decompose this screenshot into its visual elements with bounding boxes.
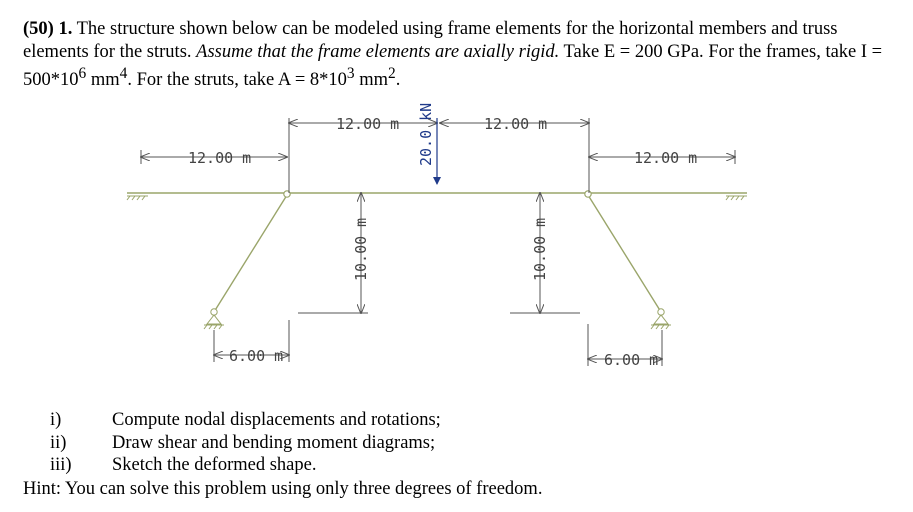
right-fixed-support bbox=[726, 196, 747, 200]
problem-area-prefix: For the struts, take A = 8*10 bbox=[136, 70, 347, 91]
dimension-right-span-label: 12.00 m bbox=[634, 149, 698, 167]
dimension-base-left-label: 6.00 m bbox=[229, 347, 284, 365]
right-beam-hinge bbox=[585, 191, 591, 197]
question-part-label: iii) bbox=[50, 455, 72, 475]
left-strut bbox=[214, 195, 287, 312]
question-part-text: Sketch the deformed shape. bbox=[112, 455, 317, 475]
problem-inertia-end: . bbox=[127, 70, 132, 91]
problem-inertia-exponent: 6 bbox=[78, 65, 87, 82]
problem-area-unit: mm bbox=[354, 70, 389, 91]
right-strut bbox=[588, 195, 661, 312]
problem-inertia-unit: mm bbox=[86, 70, 120, 91]
dimension-center-right-label: 12.00 m bbox=[484, 115, 548, 133]
hint-text: Hint: You can solve this problem using only three degrees of freedom. bbox=[23, 479, 543, 499]
load-label: 20.0 kN bbox=[417, 102, 435, 166]
dimension-height-left-label: 10.00 m bbox=[352, 217, 370, 281]
dimension-center-left-label: 12.00 m bbox=[336, 115, 400, 133]
dimension-left-span-label: 12.00 m bbox=[188, 149, 252, 167]
left-fixed-support bbox=[127, 196, 148, 200]
dimension-height-right-label: 10.00 m bbox=[531, 217, 549, 281]
problem-assumption: Assume that the frame elements are axially rigid. bbox=[196, 41, 560, 62]
question-part-text: Draw shear and bending moment diagrams; bbox=[112, 432, 436, 453]
question-part bbox=[50, 432, 441, 455]
problem-area-exponent: 3 bbox=[346, 65, 355, 82]
problem-sentence-1: The structure shown below can be modeled using frame elements for the horizontal members and truss elements for the struts. bbox=[23, 19, 838, 62]
problem-inertia-unit-exponent: 4 bbox=[119, 65, 128, 82]
question-part-label: ii) bbox=[50, 432, 67, 453]
question-part bbox=[50, 454, 441, 477]
problem-number: (50) 1. bbox=[23, 19, 73, 39]
left-pin-support bbox=[204, 309, 224, 329]
question-part bbox=[50, 409, 441, 432]
problem-inertia-prefix: For the frames, take I = 500*10 bbox=[23, 41, 883, 91]
question-parts bbox=[50, 409, 441, 477]
problem-modulus: Take E = 200 GPa. bbox=[563, 41, 704, 62]
problem-area-end: . bbox=[395, 70, 401, 91]
problem-area-unit-exponent: 2 bbox=[388, 65, 396, 82]
question-part-text: Compute nodal displacements and rotations; bbox=[112, 410, 441, 430]
right-pin-support bbox=[651, 309, 671, 329]
question-part-label: i) bbox=[50, 410, 62, 430]
dimension-base-right-label: 6.00 m bbox=[604, 351, 659, 369]
